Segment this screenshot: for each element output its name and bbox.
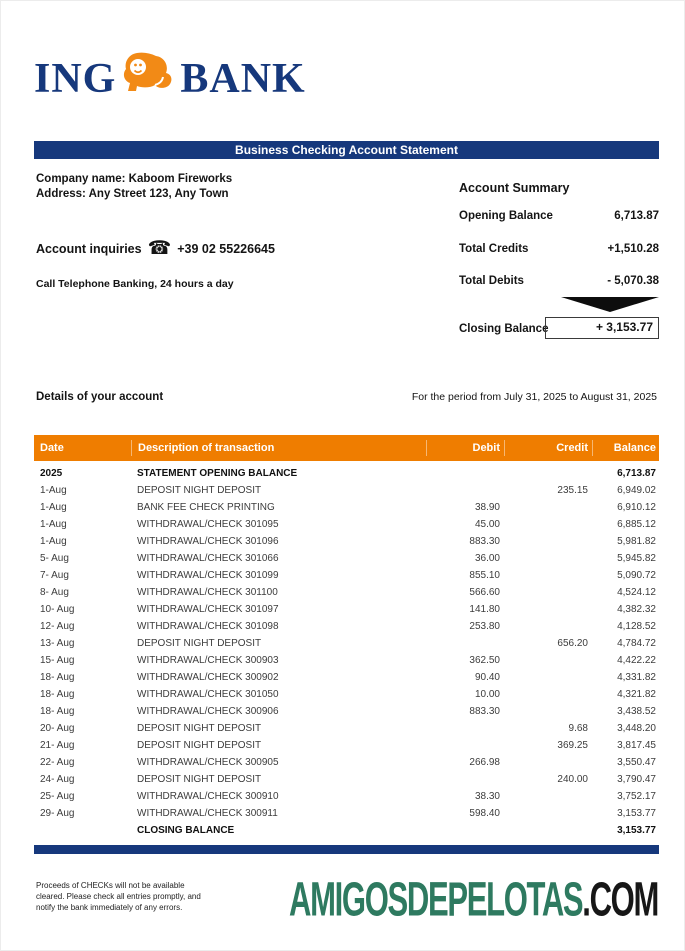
table-row xyxy=(34,703,659,720)
cell-description: DEPOSIT NIGHT DEPOSIT xyxy=(137,485,262,496)
cell-credit xyxy=(504,516,592,533)
cell-debit: 566.60 xyxy=(469,587,500,598)
table-row xyxy=(34,822,659,839)
cell-description: DEPOSIT NIGHT DEPOSIT xyxy=(137,723,262,734)
cell-date: 12- Aug xyxy=(40,621,75,632)
cell-credit xyxy=(504,499,592,516)
cell-balance: 5,945.82 xyxy=(617,553,656,564)
statement-title-bar: Business Checking Account Statement xyxy=(34,141,659,159)
cell-balance: 4,422.22 xyxy=(617,655,656,666)
cell-balance: 4,382.32 xyxy=(617,604,656,615)
cell-balance: 6,885.12 xyxy=(617,519,656,530)
cell-balance: 6,910.12 xyxy=(617,502,656,513)
arrow-down-icon xyxy=(561,297,659,312)
cell-date: 1-Aug xyxy=(40,485,67,496)
cell-credit xyxy=(504,533,592,550)
summary-value: - 5,070.38 xyxy=(607,275,659,287)
cell-description: STATEMENT OPENING BALANCE xyxy=(137,468,298,479)
cell-credit xyxy=(504,805,592,822)
cell-date: 22- Aug xyxy=(40,757,75,768)
cell-description: WITHDRAWAL/CHECK 301098 xyxy=(137,621,279,632)
table-row xyxy=(34,720,659,737)
cell-credit: 235.15 xyxy=(557,485,588,496)
cell-description: WITHDRAWAL/CHECK 301066 xyxy=(137,553,279,564)
cell-credit xyxy=(504,465,592,482)
closing-balance-value: + 3,153.77 xyxy=(545,317,659,339)
table-row xyxy=(34,652,659,669)
cell-balance: 3,448.20 xyxy=(617,723,656,734)
cell-balance: 5,981.82 xyxy=(617,536,656,547)
table-row xyxy=(34,686,659,703)
cell-description: WITHDRAWAL/CHECK 301095 xyxy=(137,519,279,530)
footer-note-line: cleared. Please check all entries promptly, and xyxy=(36,892,201,901)
table-row xyxy=(34,533,659,550)
table-end-bar xyxy=(34,845,659,854)
cell-debit xyxy=(426,737,504,754)
cell-description: DEPOSIT NIGHT DEPOSIT xyxy=(137,638,262,649)
cell-date: 18- Aug xyxy=(40,689,75,700)
cell-date xyxy=(34,822,131,839)
cell-date: 21- Aug xyxy=(40,740,75,751)
cell-balance: 3,153.77 xyxy=(617,825,656,836)
statement-period: For the period from July 31, 2025 to August 31, 2025 xyxy=(411,391,657,403)
details-heading: Details of your account xyxy=(36,391,164,403)
cell-debit xyxy=(426,465,504,482)
table-row xyxy=(34,601,659,618)
cell-debit: 141.80 xyxy=(469,604,500,615)
cell-date: 25- Aug xyxy=(40,791,75,802)
cell-date: 15- Aug xyxy=(40,655,75,666)
cell-credit xyxy=(504,703,592,720)
cell-credit: 369.25 xyxy=(557,740,588,751)
table-row xyxy=(34,771,659,788)
cell-balance: 3,790.47 xyxy=(617,774,656,785)
cell-date: 2025 xyxy=(40,468,63,479)
table-row xyxy=(34,482,659,499)
header-cell: Date xyxy=(40,442,64,454)
logo-word-ing: ING xyxy=(34,55,117,102)
cell-date: 20- Aug xyxy=(40,723,75,734)
table-row xyxy=(34,669,659,686)
cell-balance: 3,153.77 xyxy=(617,808,656,819)
cell-debit: 883.30 xyxy=(469,706,500,717)
header-cell: Credit xyxy=(504,440,592,456)
company-name-line: Company name: Kaboom Fireworks xyxy=(36,173,233,185)
cell-debit: 45.00 xyxy=(474,519,500,530)
cell-balance: 4,524.12 xyxy=(617,587,656,598)
header-cell: Debit xyxy=(426,440,504,456)
cell-date: 18- Aug xyxy=(40,672,75,683)
summary-row-total-debits xyxy=(459,275,659,287)
logo-word-bank: BANK xyxy=(180,55,306,102)
cell-debit: 362.50 xyxy=(469,655,500,666)
cell-date: 10- Aug xyxy=(40,604,75,615)
cell-date: 13- Aug xyxy=(40,638,75,649)
cell-description: WITHDRAWAL/CHECK 301050 xyxy=(137,689,279,700)
cell-description: DEPOSIT NIGHT DEPOSIT xyxy=(137,774,262,785)
company-address-line: Address: Any Street 123, Any Town xyxy=(36,188,229,200)
cell-credit xyxy=(504,652,592,669)
cell-debit xyxy=(426,822,504,839)
cell-credit xyxy=(504,567,592,584)
cell-credit: 9.68 xyxy=(568,723,588,734)
cell-description: WITHDRAWAL/CHECK 301100 xyxy=(137,587,278,598)
cell-debit: 855.10 xyxy=(469,570,500,581)
account-inquiries-line xyxy=(36,238,275,259)
cell-balance: 4,784.72 xyxy=(617,638,656,649)
account-summary-heading: Account Summary xyxy=(459,181,570,195)
cell-debit: 38.90 xyxy=(474,502,500,513)
cell-debit: 10.00 xyxy=(474,689,500,700)
cell-debit: 36.00 xyxy=(474,553,500,564)
cell-debit: 38.30 xyxy=(474,791,500,802)
cell-date: 24- Aug xyxy=(40,774,75,785)
closing-balance-label: Closing Balance xyxy=(459,323,549,335)
cell-date: 7- Aug xyxy=(40,570,69,581)
footer-note-line: Proceeds of CHECKs will not be available xyxy=(36,881,185,890)
cell-credit xyxy=(504,584,592,601)
cell-debit: 266.98 xyxy=(469,757,500,768)
table-row xyxy=(34,584,659,601)
cell-credit: 656.20 xyxy=(557,638,588,649)
cell-balance: 6,949.02 xyxy=(617,485,656,496)
table-body xyxy=(34,461,659,839)
ing-bank-logo xyxy=(34,51,306,106)
watermark-suffix: .COM xyxy=(582,871,659,926)
cell-description: WITHDRAWAL/CHECK 300905 xyxy=(137,757,279,768)
cell-credit xyxy=(504,788,592,805)
watermark xyxy=(289,872,658,925)
cell-description: WITHDRAWAL/CHECK 301097 xyxy=(137,604,279,615)
cell-credit: 240.00 xyxy=(557,774,588,785)
cell-balance: 4,331.82 xyxy=(617,672,656,683)
header-cell: Description of transaction xyxy=(131,440,426,456)
cell-date: 1-Aug xyxy=(40,502,67,513)
cell-debit: 598.40 xyxy=(469,808,500,819)
table-row xyxy=(34,737,659,754)
footer-note xyxy=(36,880,201,913)
cell-balance: 6,713.87 xyxy=(617,468,656,479)
summary-label: Total Credits xyxy=(459,243,529,255)
cell-credit xyxy=(504,601,592,618)
cell-balance: 4,321.82 xyxy=(617,689,656,700)
header-cell: Balance xyxy=(592,440,659,456)
summary-label: Total Debits xyxy=(459,275,524,287)
table-row xyxy=(34,550,659,567)
table-row xyxy=(34,516,659,533)
cell-description: WITHDRAWAL/CHECK 300906 xyxy=(137,706,279,717)
summary-value: 6,713.87 xyxy=(614,210,659,222)
cell-debit: 883.30 xyxy=(469,536,500,547)
cell-credit xyxy=(504,686,592,703)
table-row xyxy=(34,618,659,635)
watermark-main: AMIGOSDEPELOTAS xyxy=(289,871,583,926)
cell-debit: 90.40 xyxy=(474,672,500,683)
cell-description: WITHDRAWAL/CHECK 301099 xyxy=(137,570,279,581)
table-header-row xyxy=(34,435,659,461)
cell-balance: 4,128.52 xyxy=(617,621,656,632)
cell-debit: 253.80 xyxy=(469,621,500,632)
table-row xyxy=(34,499,659,516)
account-inquiries-label: Account inquiries xyxy=(36,242,142,256)
cell-debit xyxy=(426,771,504,788)
cell-date: 18- Aug xyxy=(40,706,75,717)
cell-description: DEPOSIT NIGHT DEPOSIT xyxy=(137,740,262,751)
cell-debit xyxy=(426,720,504,737)
summary-label: Opening Balance xyxy=(459,210,553,222)
table-row xyxy=(34,635,659,652)
cell-debit xyxy=(426,635,504,652)
cell-date: 1-Aug xyxy=(40,536,67,547)
cell-description: WITHDRAWAL/CHECK 300903 xyxy=(137,655,279,666)
cell-balance: 3,550.47 xyxy=(617,757,656,768)
cell-credit xyxy=(504,822,592,839)
cell-debit xyxy=(426,482,504,499)
phone-number: +39 02 55226645 xyxy=(177,242,275,256)
cell-balance: 3,752.17 xyxy=(617,791,656,802)
company-block xyxy=(36,172,232,202)
cell-balance: 3,438.52 xyxy=(617,706,656,717)
ing-lion-icon xyxy=(122,51,176,102)
table-row xyxy=(34,805,659,822)
cell-description: WITHDRAWAL/CHECK 300902 xyxy=(137,672,279,683)
summary-value: +1,510.28 xyxy=(607,243,659,255)
cell-date: 29- Aug xyxy=(40,808,75,819)
telephone-banking-line: Call Telephone Banking, 24 hours a day xyxy=(36,278,234,290)
cell-description: BANK FEE CHECK PRINTING xyxy=(137,502,275,513)
cell-date: 8- Aug xyxy=(40,587,69,598)
cell-description: WITHDRAWAL/CHECK 300910 xyxy=(137,791,279,802)
cell-credit xyxy=(504,550,592,567)
cell-balance: 3,817.45 xyxy=(617,740,656,751)
table-row xyxy=(34,754,659,771)
cell-credit xyxy=(504,618,592,635)
cell-balance: 5,090.72 xyxy=(617,570,656,581)
table-row xyxy=(34,788,659,805)
cell-credit xyxy=(504,754,592,771)
table-row xyxy=(34,567,659,584)
cell-date: 5- Aug xyxy=(40,553,69,564)
cell-date: 1-Aug xyxy=(40,519,67,530)
phone-icon: ☎ xyxy=(147,238,172,259)
summary-row-opening-balance xyxy=(459,210,659,222)
cell-credit xyxy=(504,669,592,686)
summary-row-total-credits xyxy=(459,243,659,255)
cell-description: WITHDRAWAL/CHECK 300911 xyxy=(137,808,278,819)
transactions-table xyxy=(34,435,659,854)
cell-description: CLOSING BALANCE xyxy=(137,825,235,836)
footer-note-line: notify the bank immediately of any errors. xyxy=(36,903,183,912)
table-row xyxy=(34,465,659,482)
cell-description: WITHDRAWAL/CHECK 301096 xyxy=(137,536,279,547)
